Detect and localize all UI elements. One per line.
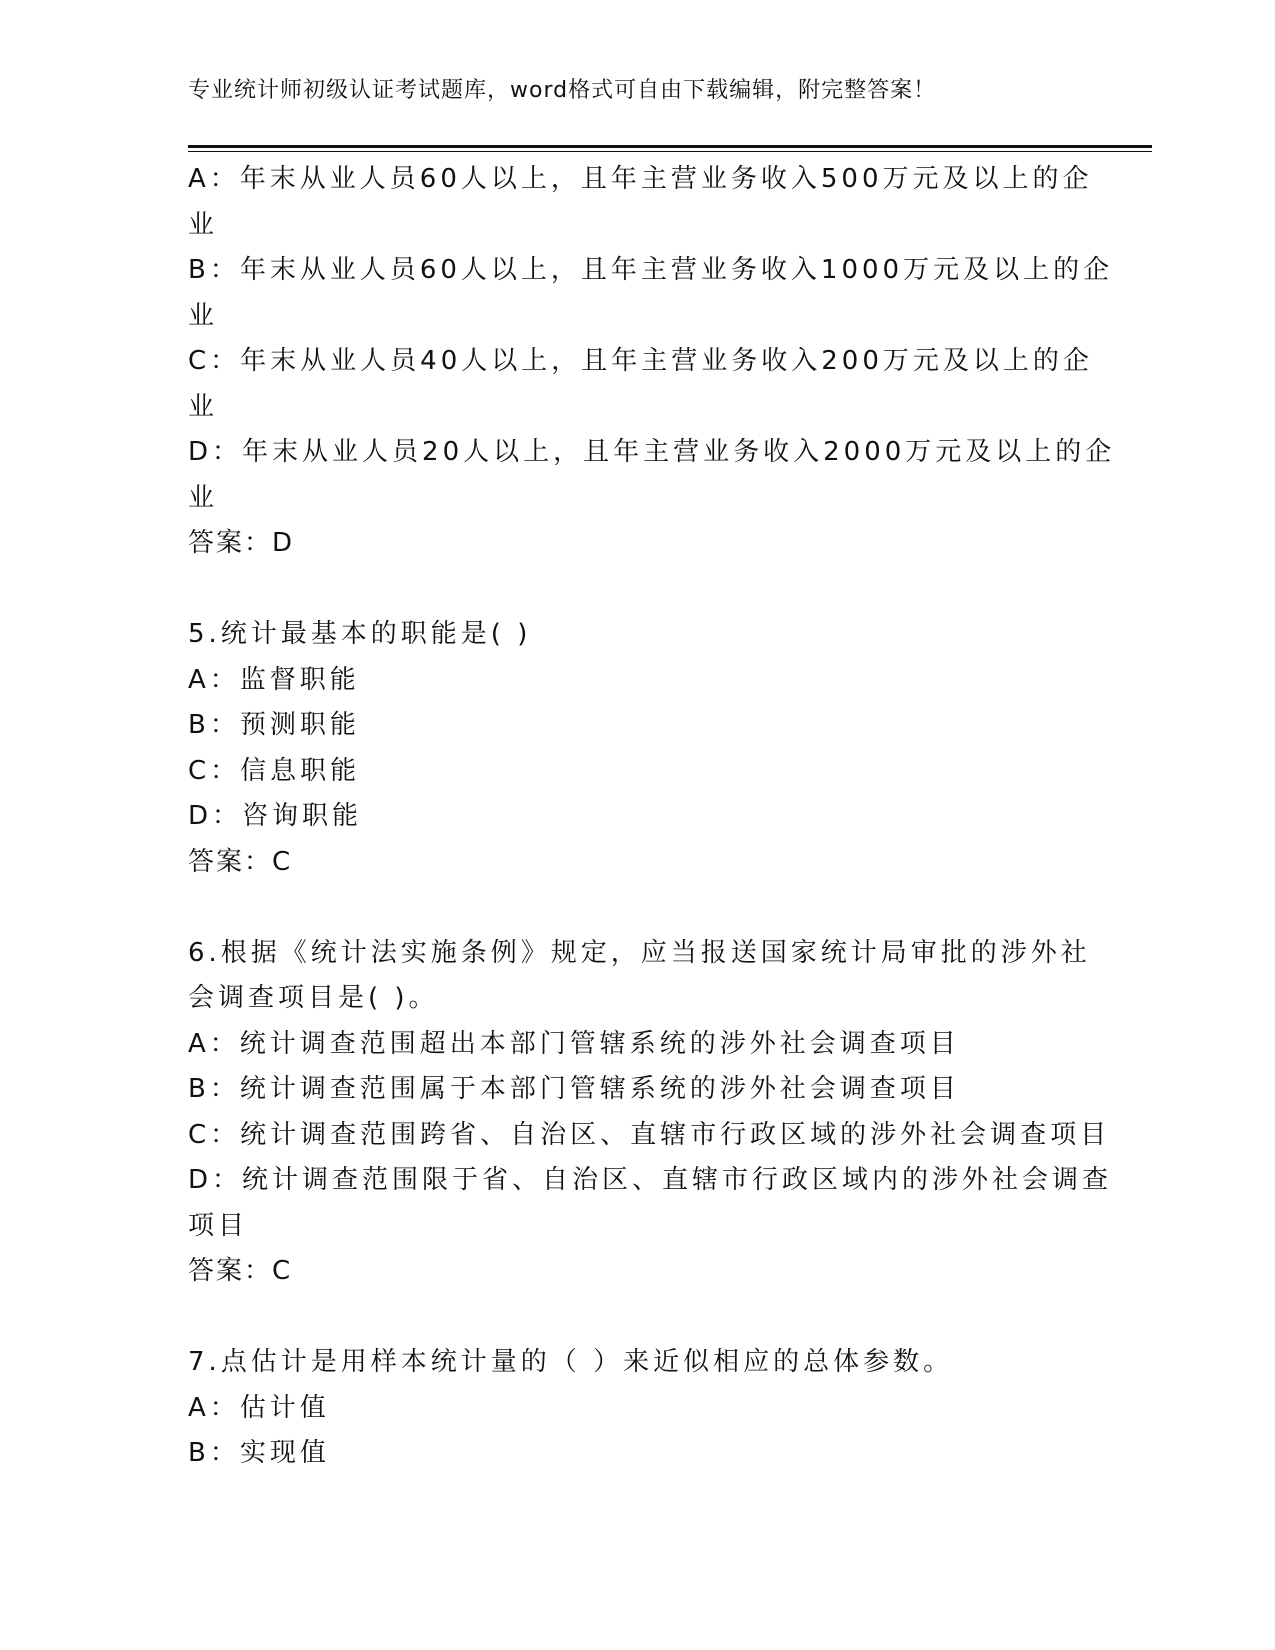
answer: 答案：D (188, 528, 295, 558)
question-7-block (188, 1340, 1068, 1477)
answer: 答案：C (188, 1256, 293, 1286)
option-b-line1: B：年末从业人员60人以上，且年主营业务收入1000万元及以上的企 (188, 255, 1114, 285)
question-text: 7.点估计是用样本统计量的（ ）来近似相应的总体参数。 (188, 1347, 954, 1377)
question-4-block (188, 157, 1116, 567)
option-c-line1: C：年末从业人员40人以上，且年主营业务收入200万元及以上的企 (188, 346, 1093, 376)
option-c: C：统计调查范围跨省、自治区、直辖市行政区域的涉外社会调查项目 (188, 1119, 1111, 1150)
option-b-line2: 业 (188, 300, 219, 331)
spacer (188, 1295, 1068, 1341)
spacer (188, 885, 1068, 931)
option-b: B：统计调查范围属于本部门管辖系统的涉外社会调查项目 (188, 1074, 960, 1104)
option-a: A：统计调查范围超出本部门管辖系统的涉外社会调查项目 (188, 1028, 960, 1059)
option-d-line2: 项目 (188, 1210, 249, 1241)
option-d-line1: D：统计调查范围限于省、自治区、直辖市行政区域内的涉外社会调查 (188, 1165, 1113, 1195)
document-body (188, 157, 1116, 1477)
option-d: D：咨询职能 (188, 801, 363, 831)
option-d-line2: 业 (188, 482, 219, 513)
spacer (188, 567, 1068, 613)
option-a-line1: A：年末从业人员60人以上，且年主营业务收入500万元及以上的企 (188, 164, 1093, 194)
header-rule-thin (188, 151, 1152, 152)
option-a: A：监督职能 (188, 664, 360, 695)
option-b: B：预测职能 (188, 710, 360, 740)
option-a-line2: 业 (188, 209, 219, 240)
question-text: 5.统计最基本的职能是( ) (188, 619, 532, 649)
option-a: A：估计值 (188, 1392, 330, 1423)
question-6-block (188, 931, 1113, 1295)
question-text-line1: 6.根据《统计法实施条例》规定，应当报送国家统计局审批的涉外社 (188, 937, 1091, 968)
question-text-line2: 会调查项目是( )。 (188, 983, 439, 1013)
question-5-block (188, 612, 1068, 885)
option-b: B：实现值 (188, 1438, 330, 1468)
page-header: 专业统计师初级认证考试题库，word格式可自由下载编辑，附完整答案！ (188, 78, 937, 103)
answer: 答案：C (188, 846, 293, 877)
option-c-line2: 业 (188, 391, 219, 422)
header-rule-thick (188, 145, 1152, 148)
option-c: C：信息职能 (188, 755, 361, 786)
option-d-line1: D：年末从业人员20人以上，且年主营业务收入2000万元及以上的企 (188, 437, 1116, 467)
